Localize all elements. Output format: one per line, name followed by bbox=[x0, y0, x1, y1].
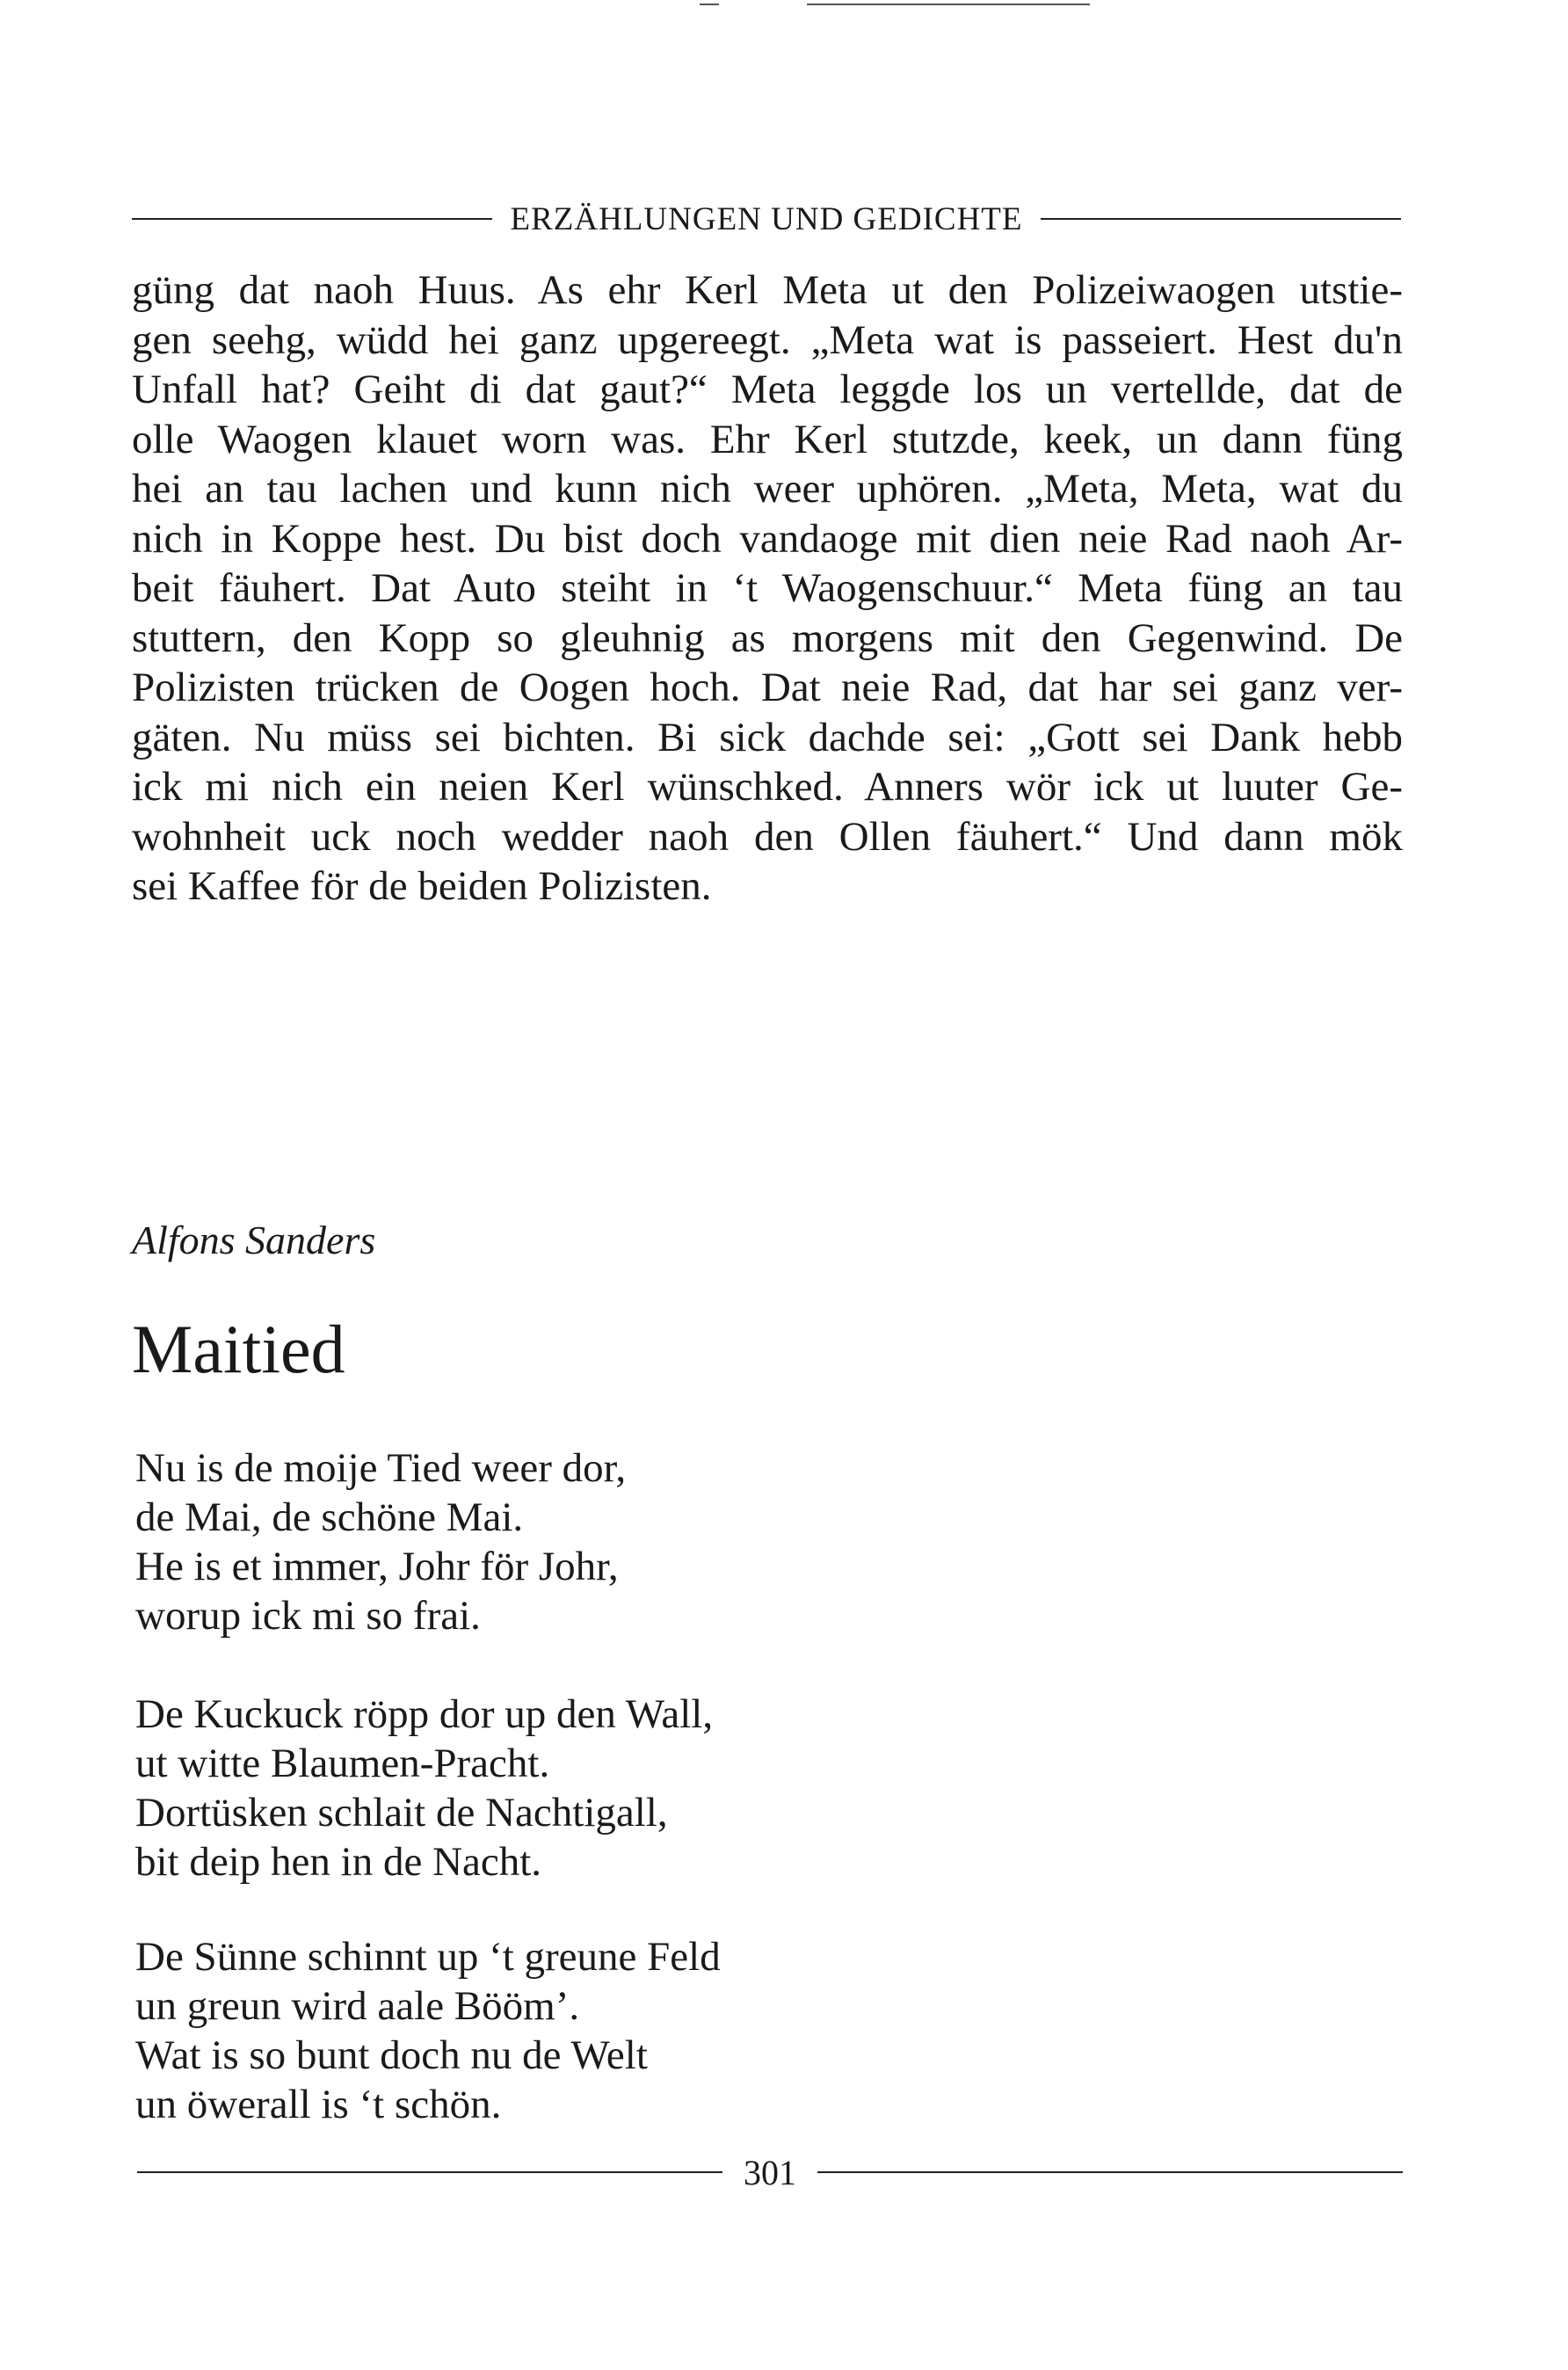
poem-line: De Kuckuck röpp dor up den Wall, bbox=[135, 1691, 714, 1737]
running-head bbox=[132, 197, 1401, 241]
prose-line: ick mi nich ein neien Kerl wünschked. Anners wör ick ut luuter Ge- bbox=[132, 764, 1403, 810]
prose-line: güng dat naoh Huus. As ehr Kerl Meta ut den Polizeiwaogen utstie- bbox=[132, 267, 1403, 313]
poem-stanza bbox=[135, 1932, 721, 2129]
footer-rule-right bbox=[817, 2171, 1403, 2173]
poem-line: un greun wird aale Bööm’. bbox=[135, 1983, 580, 2029]
poem-line: De Sünne schinnt up ‘t greune Feld bbox=[135, 1934, 721, 1980]
poem-line: worup ick mi so frai. bbox=[135, 1593, 481, 1639]
story-text bbox=[132, 265, 1403, 912]
prose-line: wohnheit uck noch wedder naoh den Ollen fäuhert.“ Und dann mök bbox=[132, 813, 1403, 860]
top-edge-mark bbox=[700, 4, 719, 5]
prose-line: stuttern, den Kopp so gleuhnig as morgens mit den Gegenwind. De bbox=[132, 614, 1403, 661]
page-footer bbox=[137, 2150, 1403, 2194]
prose-line: gen seehg, wüdd hei ganz upgereegt. „Meta wat is passeiert. Hest du'n bbox=[132, 316, 1403, 363]
page-number: 301 bbox=[744, 2152, 796, 2192]
prose-line: Polizisten trücken de Oogen hoch. Dat neie Rad, dat har sei ganz ver- bbox=[132, 665, 1403, 710]
running-head-rule-left bbox=[132, 218, 492, 220]
running-head-rule-right bbox=[1041, 218, 1401, 220]
poem-line: un öwerall is ‘t schön. bbox=[135, 2082, 502, 2127]
poem-stanza bbox=[135, 1443, 626, 1640]
poem-line: ut witte Blaumen-Pracht. bbox=[135, 1741, 550, 1786]
prose-line: nich in Koppe hest. Du bist doch vandaoge mit dien neie Rad naoh Ar- bbox=[132, 515, 1403, 562]
prose-line: olle Waogen klauet worn was. Ehr Kerl stutzde, keek, un dann füng bbox=[132, 416, 1403, 462]
prose-line: gäten. Nu müss sei bichten. Bi sick dachde sei: „Gott sei Dank hebb bbox=[132, 714, 1403, 760]
prose-line: beit fäuhert. Dat Auto steiht in ‘t Waogenschuur.“ Meta füng an tau bbox=[132, 565, 1403, 611]
poem-line: bit deip hen in de Nacht. bbox=[135, 1839, 542, 1885]
poem-line: Dortüsken schlait de Nachtigall, bbox=[135, 1790, 668, 1836]
running-head-title: ERZÄHLUNGEN UND GEDICHTE bbox=[510, 200, 1023, 237]
prose-line: sei Kaffee för de beiden Polizisten. bbox=[132, 863, 712, 909]
poem-line: Wat is so bunt doch nu de Welt bbox=[135, 2032, 648, 2078]
poem-stanza bbox=[135, 1690, 713, 1887]
prose-line: hei an tau lachen und kunn nich weer uphören. „Meta, Meta, wat du bbox=[132, 466, 1403, 512]
prose-line: Unfall hat? Geiht di dat gaut?“ Meta leggde los un vertellde, dat de bbox=[132, 367, 1403, 412]
poem-title: Maitied bbox=[132, 1311, 345, 1387]
poem-line: He is et immer, Johr för Johr, bbox=[135, 1544, 619, 1589]
top-edge-rule bbox=[807, 4, 1090, 5]
poem-line: de Mai, de schöne Mai. bbox=[135, 1494, 524, 1540]
poem-author: Alfons Sanders bbox=[132, 1218, 376, 1262]
poem-line: Nu is de moije Tied weer dor, bbox=[135, 1445, 627, 1491]
footer-rule-left bbox=[137, 2171, 722, 2173]
